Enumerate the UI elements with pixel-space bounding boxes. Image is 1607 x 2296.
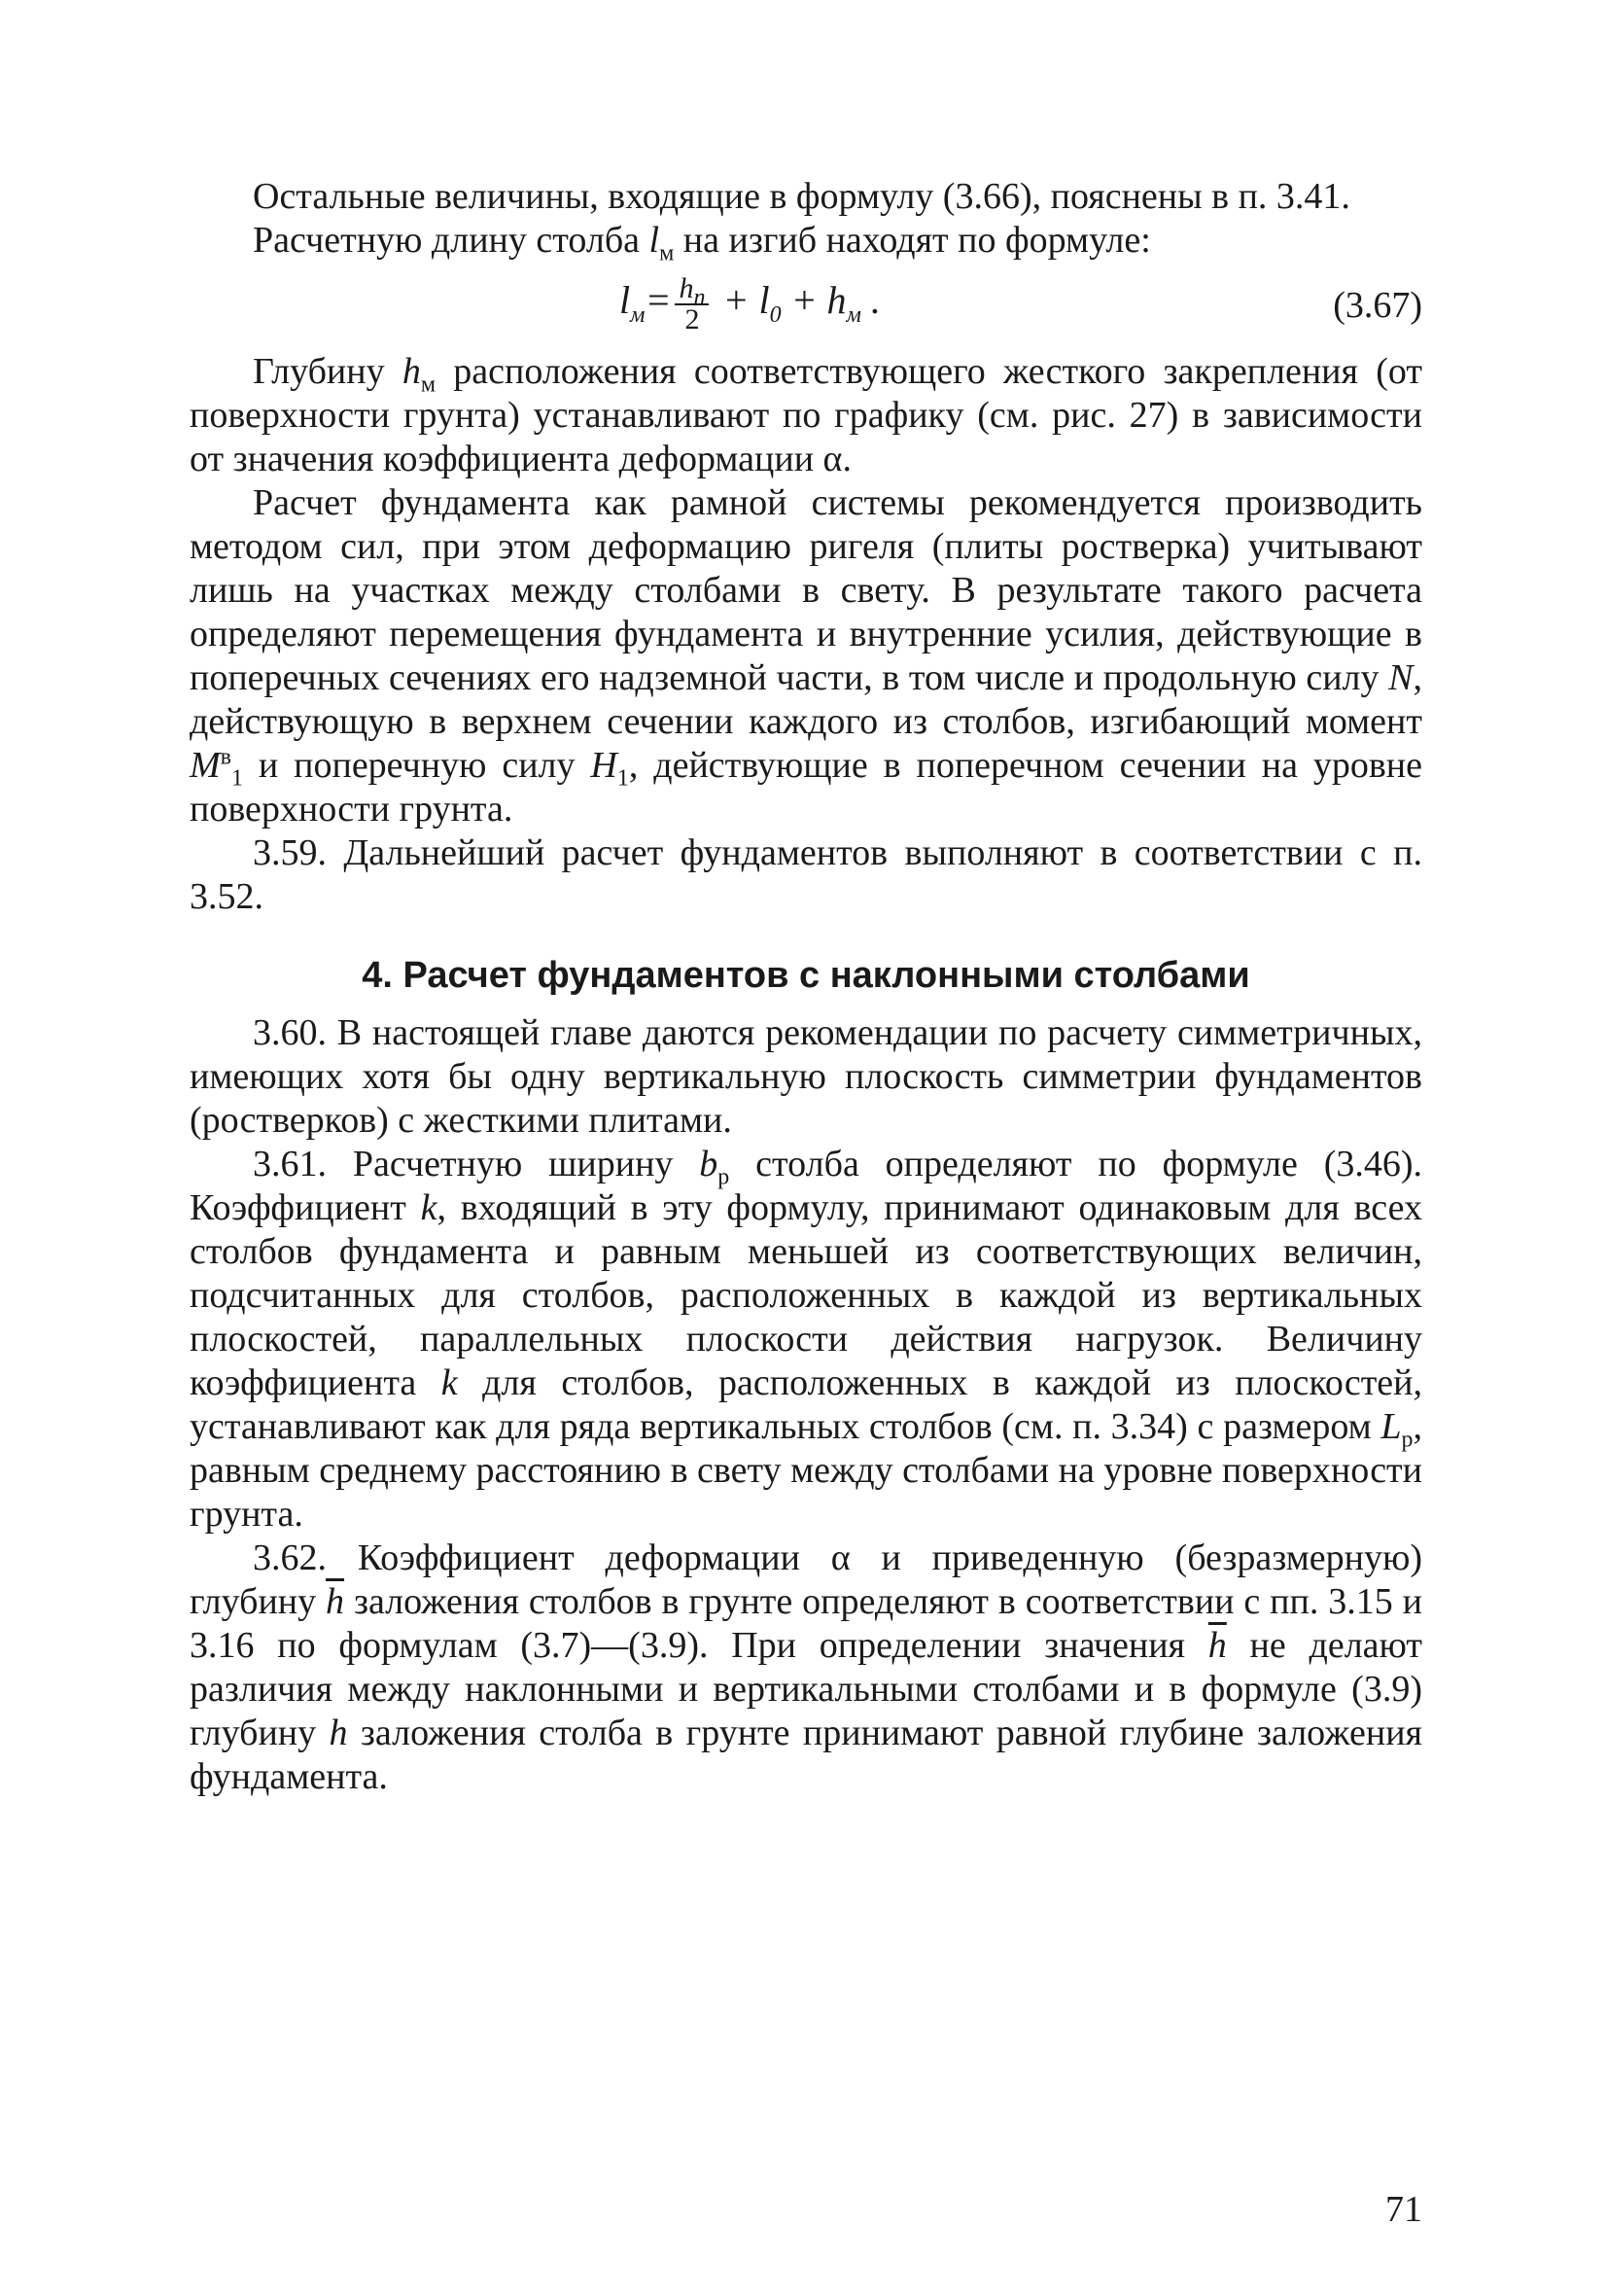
var-k: k bbox=[420, 1187, 437, 1228]
paragraph-8-text-b: заложения столбов в грунте определяют в соответствии с пп. 3.15 и 3.16 по формулам (3.7)—(3.9). При определении значения bbox=[190, 1581, 1423, 1666]
var-H: H bbox=[590, 745, 617, 786]
formula-rest1: + l bbox=[713, 278, 770, 323]
paragraph-1 bbox=[190, 175, 1422, 219]
paragraph-7-text-d: для столбов, расположенных в каждой из плоскостей, устанавливают как для ряда вертикальных столбов (см. п. 3.34) с размером bbox=[190, 1362, 1423, 1447]
formula-num-sub: п bbox=[693, 285, 706, 310]
paragraph-2-end: на изгиб находят по формуле: bbox=[682, 220, 1151, 261]
paragraph-3-text: расположения соответствующего жесткого закрепления (от поверхности грунта) устанавливают по графику (см. рис. 27) в зависимости от значения коэффициента деформации α. bbox=[190, 351, 1423, 479]
paragraph-4 bbox=[190, 481, 1422, 831]
formula-rest2: + h bbox=[781, 278, 847, 323]
paragraph-7-text-c: , входящий в эту формулу, принимают одинаковым для всех столбов фундамента и равным меньшей из соответствующих величин, подсчитанных для столбов, расположенных в каждой из вертикальных плоскостей, параллельных плоскости действия нагрузок. Величину коэффициента bbox=[190, 1187, 1422, 1403]
paragraph-6-text: 3.60. В настоящей главе даются рекомендации по расчету симметричных, имеющих хотя бы одну вертикальную плоскость симметрии фундаментов (ростверков) с жесткими плитами. bbox=[190, 1012, 1422, 1141]
formula-rest2-sub: м bbox=[846, 302, 861, 329]
var-h-bar-2: $\overline{h}$ bbox=[1207, 1625, 1227, 1666]
var-M-sub: 1 bbox=[231, 765, 243, 792]
paragraph-2-text: Расчетную длину столба bbox=[253, 220, 641, 261]
paragraph-3-start: Глубину bbox=[253, 351, 385, 392]
var-l-sub: м bbox=[659, 240, 675, 266]
var-N: N bbox=[1388, 657, 1414, 698]
var-b-sub: р bbox=[717, 1164, 730, 1190]
var-k-2: k bbox=[440, 1362, 458, 1403]
paragraph-2 bbox=[190, 219, 1422, 266]
paragraph-7-text-a: 3.61. Расчетную ширину bbox=[253, 1144, 674, 1184]
paragraph-7-text-b: столба определяют по формуле (3.46). Коэффициент bbox=[190, 1144, 1423, 1228]
paragraph-3 bbox=[190, 350, 1422, 481]
var-b: b bbox=[699, 1144, 718, 1184]
formula-eq: = bbox=[645, 278, 672, 323]
section-heading: 4. Расчет фундаментов с наклонными столбами bbox=[362, 955, 1250, 996]
paragraph-1-text: Остальные величины, входящие в формулу (3.66), пояснены в п. 3.41. bbox=[253, 176, 1350, 217]
var-M-sup: в bbox=[220, 744, 231, 770]
var-h: h bbox=[402, 351, 421, 392]
formula-lhs-sub: м bbox=[630, 302, 646, 329]
page-number: 71 bbox=[1385, 2189, 1422, 2230]
formula-expression bbox=[619, 274, 881, 335]
paragraph-8-text-d: заложения столба в грунте принимают равной глубине заложения фундамента. bbox=[190, 1713, 1423, 1797]
paragraph-8-text-a: 3.62. Коэффициент деформации α и приведенную (безразмерную) глубину bbox=[190, 1537, 1422, 1622]
var-H-sub: 1 bbox=[616, 765, 629, 792]
paragraph-7-text-e: , равным среднему расстоянию в свету между столбами на уровне поверхности грунта. bbox=[190, 1406, 1423, 1535]
paragraph-5-text: 3.59. Дальнейший расчет фундаментов выполняют в соответствии с п. 3.52. bbox=[190, 832, 1422, 917]
formula-rest1-sub: 0 bbox=[769, 302, 782, 329]
paragraph-4-text-d: , действующие в поперечном сечении на уровне поверхности грунта. bbox=[190, 745, 1423, 830]
paragraph-8-text-c: не делают различия между наклонными и вертикальными столбами и в формуле (3.9) глубину bbox=[190, 1625, 1423, 1753]
var-M: M bbox=[190, 745, 221, 786]
var-h-sub: м bbox=[420, 371, 437, 398]
paragraph-8 bbox=[190, 1537, 1422, 1799]
paragraph-7 bbox=[190, 1143, 1422, 1537]
paragraph-4-text-a: Расчет фундамента как рамной системы рекомендуется производить методом сил, при этом деформацию ригеля (плиты ростверка) учитывают лишь на участках между столбами в свету. В результате такого расчета определяют перемещения фундамента и внутренние усилия, действующие в поперечных сечениях его надземной части, в том числе и продольную силу bbox=[190, 482, 1422, 698]
formula-lhs: l bbox=[619, 278, 631, 323]
paragraph-4-text-b: , действующую в верхнем сечении каждого из столбов, изгибающий момент bbox=[190, 657, 1423, 742]
formula-tail: . bbox=[860, 278, 881, 323]
var-L-sub: р bbox=[1401, 1427, 1414, 1453]
var-h-bar: $\overline{h}$ bbox=[326, 1581, 345, 1622]
var-h-3: h bbox=[329, 1713, 348, 1753]
fraction-numerator bbox=[675, 272, 709, 310]
fraction-denominator: 2 bbox=[684, 303, 700, 336]
paragraph-5 bbox=[190, 831, 1422, 919]
formula-3-67 bbox=[190, 266, 1422, 344]
formula-num: h bbox=[679, 272, 694, 304]
equation-number: (3.67) bbox=[1333, 285, 1422, 326]
page-body bbox=[190, 175, 1422, 1799]
var-l: l bbox=[648, 220, 660, 261]
paragraph-6 bbox=[190, 1011, 1422, 1143]
paragraph-4-text-c: и поперечную силу bbox=[258, 745, 576, 786]
var-L: L bbox=[1380, 1406, 1402, 1447]
formula-fraction bbox=[675, 274, 709, 335]
